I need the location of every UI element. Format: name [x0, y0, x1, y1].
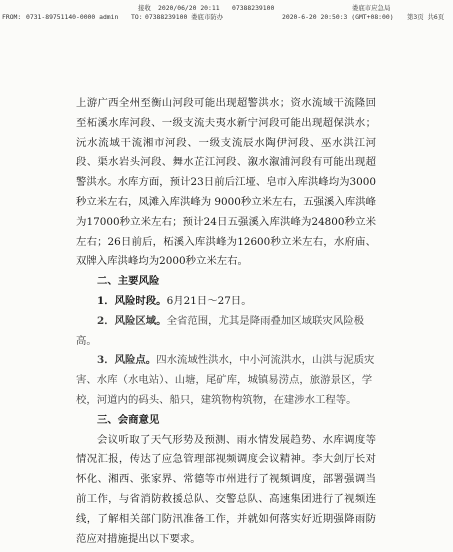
fax-sender-line [0, 13, 453, 22]
consultation-paragraph: 会议听取了天气形势及预测、雨水情发展趋势、水库调度等情况汇报，传达了应急管理部视频调度会议精神。李大剑厅长对怀化、湘西、张家界、常德等市州进行了视频调度，部署强调当前工作，与省消防救援总队、交警总队、高速集团进行了视频连线，了解相关部门防汛准备工作，并就如何落实好近期强降雨防范应对措施提出以下要求。 [76, 433, 376, 545]
fax-from-label: FROM: [2, 13, 22, 21]
fax-receiver-name: 娄底市应急局 [352, 4, 391, 12]
fax-from-number: 0731-89751140-0000 admin [26, 13, 119, 21]
risk-item-points [76, 351, 376, 410]
risk-item-points-text: 四水流域性洪水，中小河流洪水，山洪与泥质灾害、水库（水电站）、山塘，尾矿库，城镇易涝点，旅游景区，学校，河道内的码头、船只，建筑物构筑物，在建涉水工程等。 [76, 354, 375, 406]
fax-receive-number: 07388239100 [232, 4, 275, 12]
fax-sent-time: 2020-6-20 20:50:3 (GMT+08:00) [282, 13, 394, 21]
section-heading-main-risks: 二、主要风险 [97, 275, 160, 288]
risk-item-points-lead: 3．风险点。 [97, 354, 157, 367]
document-page [76, 94, 376, 549]
fax-receive-label: 接收 [138, 4, 151, 12]
risk-item-period-lead: 1．风险时段。 [97, 294, 167, 307]
risk-item-area [76, 312, 376, 352]
fax-page-info: 第3页 共6页 [407, 13, 445, 21]
risk-item-period-text: 6月21日～27日。 [166, 294, 252, 307]
risk-item-area-text: 全省范围，尤其是降雨叠加区域联灾风险极高。 [76, 314, 364, 347]
risk-item-area-lead: 2．风险区域。 [97, 314, 167, 327]
fax-header [0, 0, 453, 22]
section-heading-consultation: 三、会商意见 [97, 413, 160, 426]
risk-item-period [76, 292, 376, 312]
fax-receive-time: 2020/06/20 20:11 [158, 4, 220, 12]
fax-receive-line [0, 4, 453, 13]
forecast-paragraph: 上游广西全州至衡山河段可能出现超警洪水；资水流域干流隆回至柘溪水库河段、一级支流夫夷水新宁河段可能出现超保洪水；沅水流域干流湘市河段、一级支流辰水陶伊河段、巫水洪江河段、渠水岩头河段、舞水芷江河段、溆水溆浦河段有可能出现超警洪水。水库方面，预计23日前后江垭、皂市入库洪峰均为3000秒立米左右，凤滩入库洪峰为 9000秒立米左右，五强溪入库洪峰为17000秒立米左右；预计24日五强溪入库洪峰为24800秒立米左右；26日前后，柘溪入库洪峰为12600秒立米左右，水府庙、双牌入库洪峰均为2000秒立米左右。 [76, 97, 376, 268]
fax-to-label: TO: [131, 13, 143, 21]
fax-to-number: 07388239100 娄底市防办 [145, 13, 224, 21]
